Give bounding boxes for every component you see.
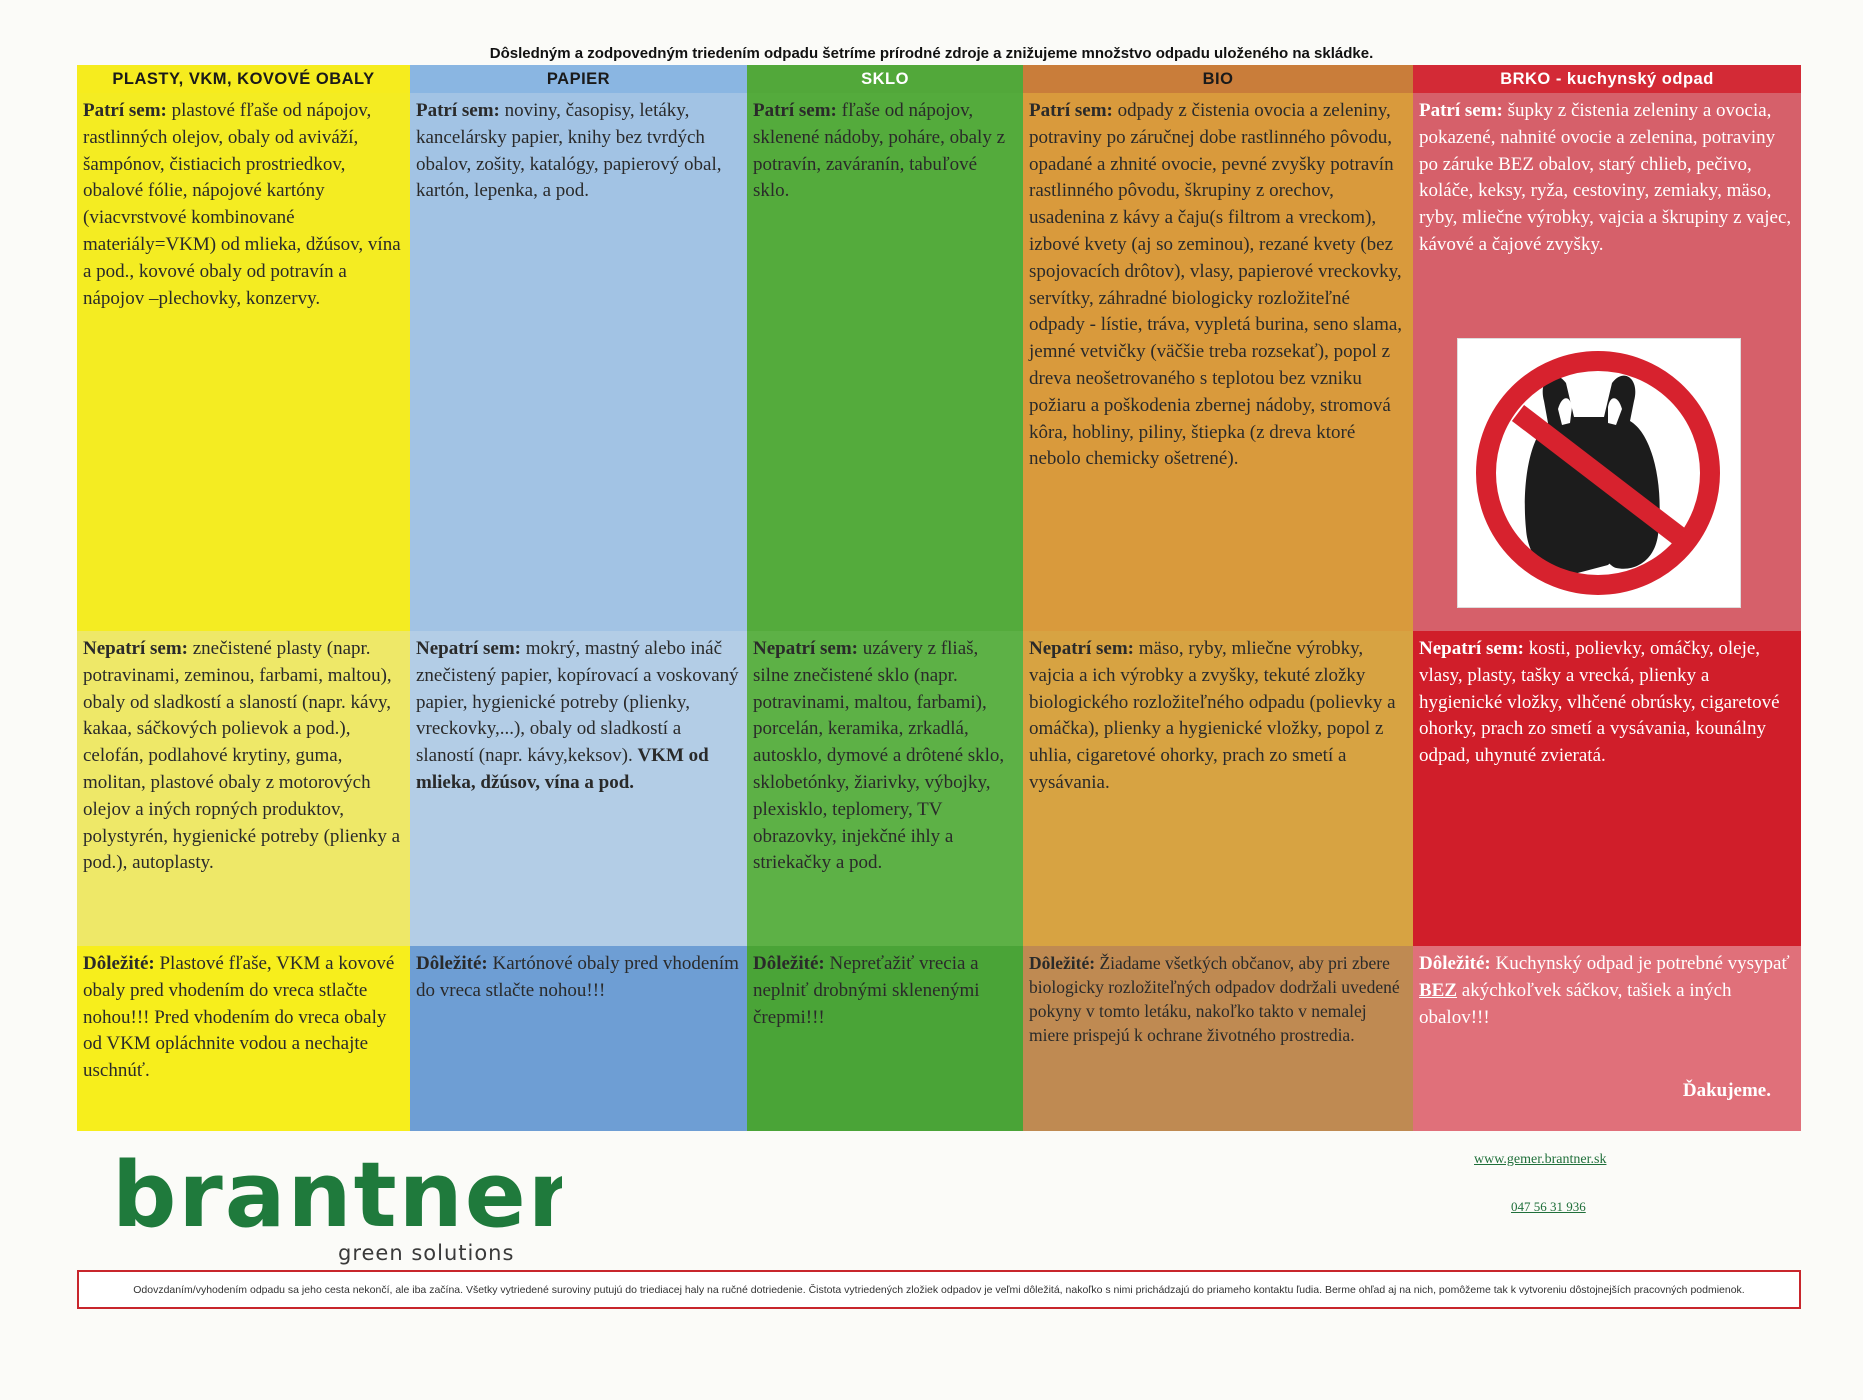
belongs-text: odpady z čistenia ovocia a zeleniny, potraviny po záručnej dobe rastlinného pôvodu, opadané a zhnité ovocie, pevné zvyšky potravín rastlinného pôvodu, škrupiny z orechov, usadenina z kávy a čaju(s filtrom a vreckom), izbové kvety (aj so zeminou), rezané kvety (bez spojovacích drôtov), vlasy, papierové vreckovky, servítky, záhradné biologicky rozložiteľné odpady - lístie, tráva, vypletá burina, seno slama, jemné vetvičky (väčšie treba rozsekať), popol z dreva neošetrovaného s teplotou bez vzniku požiaru a poškodenia zbernej nádoby, stromová kôra, hobliny, piliny, štiepka (z dreva ktoré nebolo chemicky ošetrené). bbox=[1029, 100, 1403, 470]
column-title: PAPIER bbox=[410, 65, 747, 93]
important-text: Kartónové obaly pred vhodením do vreca stlačte nohou!!! bbox=[416, 953, 739, 1001]
column-brko bbox=[1413, 65, 1801, 1131]
excluded-text: znečistené plasty (napr. potravinami, zeminou, farbami, maltou), obaly od sladkostí a slaností (napr. kávy, kakaa, sáčkových polievok a pod.), celofán, podlahové krytiny, guma, molitan, plastové obaly z motorových olejov a iných ropných produktov, polystyrén, hygienické potreby (plienky a pod.), autoplasty. bbox=[83, 638, 401, 874]
important-cell bbox=[410, 946, 747, 1131]
important-lead: Dôležité: bbox=[416, 953, 488, 974]
excluded-cell bbox=[77, 631, 410, 946]
column-plasty bbox=[77, 65, 410, 1131]
excluded-cell bbox=[410, 631, 747, 946]
belongs-cell bbox=[410, 93, 747, 631]
important-text-after: akýchkoľvek sáčkov, tašiek a iných obalov!!! bbox=[1419, 979, 1732, 1028]
important-text: Žiadame všetkých občanov, aby pri zbere biologicky rozložiteľných odpadov dodržali uvedené pokyny v tomto letáku, nakoľko takto v nemalej miere prispejú k ochrane životného prostredia. bbox=[1029, 953, 1400, 1045]
important-lead: Dôležité: bbox=[83, 953, 155, 974]
footer-notice-text: Odovzdaním/vyhodením odpadu sa jeho cesta nekončí, ale iba začína. Všetky vytriedené suroviny putujú do triediacej haly na ručné dotriedenie. Čistota vytriedených zložiek odpadov je veľmi dôležitá, nakoľko s nimi prichádzajú do priameho kontaktu ľudia. Berme ohľad aj na nich, pomôžeme tak k vytvoreniu dôstojnejších pracovných podmienok. bbox=[133, 1283, 1745, 1296]
excluded-lead: Nepatrí sem: bbox=[83, 638, 188, 659]
brantner-logo bbox=[112, 1138, 562, 1268]
important-text: Plastové fľaše, VKM a kovové obaly pred vhodením do vreca stlačte nohou!!! Pred vhodením do vreca obaly od VKM opláchnite vodou a nechajte uschnúť. bbox=[83, 953, 395, 1082]
website-link[interactable]: www.gemer.brantner.sk bbox=[1474, 1152, 1607, 1167]
belongs-text: plastové fľaše od nápojov, rastlinných olejov, obaly od aviváží, šampónov, čistiacich prostriedkov, obalové fólie, nápojové kartóny (viacvrstvové kombinované materiály=VKM) od mlieka, džúsov, vína a pod., kovové obaly od potravín a nápojov –plechovky, konzervy. bbox=[83, 100, 401, 309]
column-papier bbox=[410, 65, 747, 1131]
footer-notice bbox=[77, 1270, 1801, 1309]
column-title: SKLO bbox=[747, 65, 1023, 93]
belongs-text: fľaše od nápojov, sklenené nádoby, poháre, obaly z potravín, zaváranín, tabuľové sklo. bbox=[753, 100, 1006, 202]
belongs-text: noviny, časopisy, letáky, kancelársky papier, knihy bez tvrdých obalov, zošity, katalógy, papierový obal, kartón, lepenka, a pod. bbox=[416, 100, 722, 202]
excluded-lead: Nepatrí sem: bbox=[1029, 638, 1134, 659]
important-lead: Dôležité: bbox=[753, 953, 825, 974]
important-text: Kuchynský odpad je potrebné vysypať bbox=[1490, 953, 1790, 974]
belongs-text: šupky z čistenia zeleniny a ovocia, pokazené, nahnité ovocie a zelenina, potraviny po záruke BEZ obalov, starý chlieb, pečivo, koláče, keksy, ryža, cestoviny, zemiaky, mäso, ryby, mliečne výrobky, vajcia a škrupiny z vajec, kávové a čajové zvyšky. bbox=[1419, 100, 1792, 255]
excluded-cell bbox=[1413, 631, 1801, 946]
belongs-lead: Patrí sem: bbox=[753, 100, 837, 121]
excluded-text: mokrý, mastný alebo ináč znečistený papier, kopírovací a voskovaný papier, hygienické potreby (plienky, vreckovky,...), obaly od sladkostí a slaností (napr. kávy,keksov). bbox=[416, 638, 739, 767]
important-underlined-word: BEZ bbox=[1419, 979, 1458, 1001]
excluded-lead: Nepatrí sem: bbox=[1419, 638, 1524, 659]
important-cell bbox=[1413, 946, 1801, 1131]
belongs-cell bbox=[1413, 93, 1801, 631]
excluded-cell bbox=[747, 631, 1023, 946]
important-cell bbox=[747, 946, 1023, 1131]
column-title: PLASTY, VKM, KOVOVÉ OBALY bbox=[77, 65, 410, 93]
excluded-text: mäso, ryby, mliečne výrobky, vajcia a ich výrobky a zvyšky, tekuté zložky biologického rozložiteľného odpadu (polievky a omáčka), plienky a hygienické vložky, popol z uhlia, cigaretové ohorky, prach zo smetí a vysávania. bbox=[1029, 638, 1396, 793]
no-plastic-bag-icon bbox=[1457, 338, 1741, 608]
headline: Dôsledným a zodpovedným triedením odpadu šetríme prírodné zdroje a znižujeme množstvo odpadu uloženého na skládke. bbox=[489, 45, 1374, 62]
important-lead: Dôležité: bbox=[1029, 953, 1096, 973]
belongs-lead: Patrí sem: bbox=[83, 100, 167, 121]
excluded-cell bbox=[1023, 631, 1413, 946]
important-cell bbox=[77, 946, 410, 1131]
important-lead: Dôležité: bbox=[1419, 953, 1491, 974]
excluded-text: uzávery z fliaš, silne znečistené sklo (napr. potravinami, maltou, farbami), porcelán, keramika, zrkadlá, autosklo, dymové a drôtené sklo, sklobetónky, žiarivky, výbojky, plexisklo, teplomery, TV obrazovky, injekčné ihly a striekačky a pod. bbox=[753, 638, 1005, 874]
column-title: BIO bbox=[1023, 65, 1413, 93]
important-text: Nepreťažiť vrecia a neplniť drobnými sklenenými črepmi!!! bbox=[753, 953, 980, 1028]
belongs-cell bbox=[747, 93, 1023, 631]
important-cell bbox=[1023, 946, 1413, 1131]
thanks-text: Ďakujeme. bbox=[1682, 1080, 1771, 1102]
belongs-lead: Patrí sem: bbox=[1029, 100, 1113, 121]
excluded-text: kosti, polievky, omáčky, oleje, vlasy, plasty, tašky a vrecká, plienky a hygienické vložky, vlhčené obrúsky, cigaretové ohorky, prach zo smetí a vysávania, kounálny odpad, uhynuté zvieratá. bbox=[1419, 638, 1780, 767]
column-bio bbox=[1023, 65, 1413, 1131]
excluded-lead: Nepatrí sem: bbox=[416, 638, 521, 659]
logo-wordmark: brantner bbox=[112, 1143, 562, 1248]
logo-tagline: green solutions bbox=[338, 1241, 515, 1265]
excluded-bold-text: VKM od mlieka, džúsov, vína a pod. bbox=[416, 745, 709, 793]
belongs-cell bbox=[77, 93, 410, 631]
belongs-cell bbox=[1023, 93, 1413, 631]
column-title: BRKO - kuchynský odpad bbox=[1413, 65, 1801, 93]
excluded-lead: Nepatrí sem: bbox=[753, 638, 858, 659]
belongs-lead: Patrí sem: bbox=[1419, 100, 1503, 121]
phone-number: 047 56 31 936 bbox=[1511, 1199, 1586, 1214]
column-sklo bbox=[747, 65, 1023, 1131]
belongs-lead: Patrí sem: bbox=[416, 100, 500, 121]
